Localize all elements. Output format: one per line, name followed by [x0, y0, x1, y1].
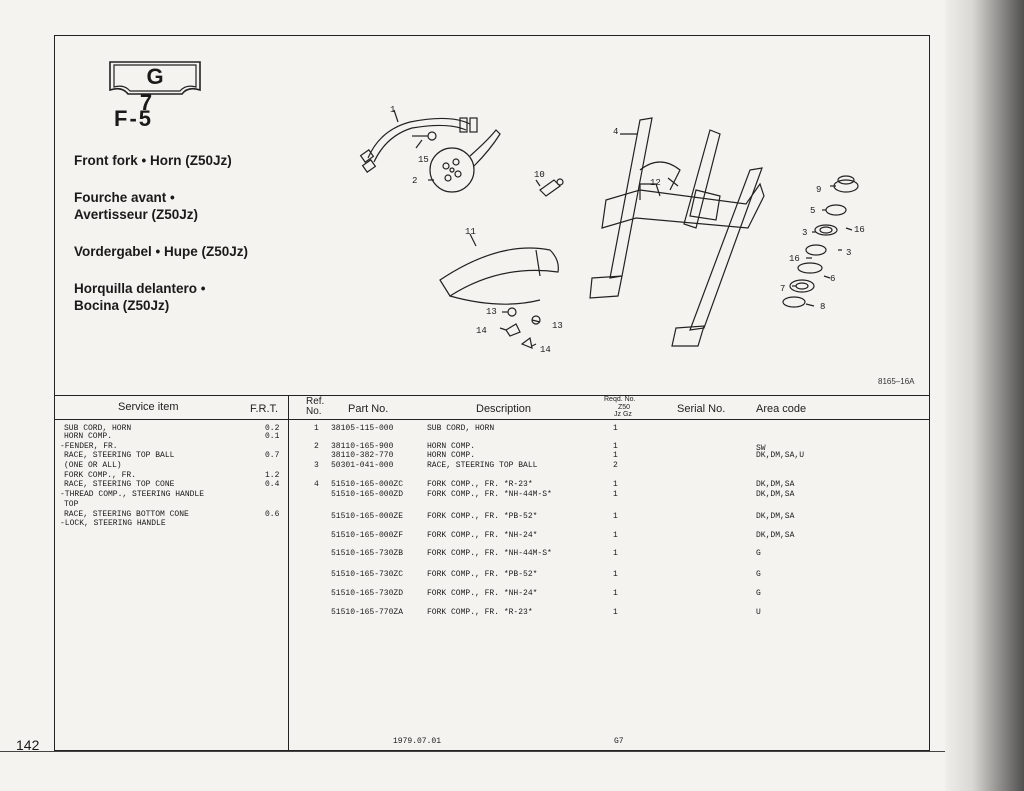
part-row-part: 38110-165-900 [331, 442, 394, 451]
table-header-rule [54, 419, 930, 420]
part-row-area: DK,DM,SA [756, 531, 795, 540]
part-row-qty: 1 [613, 531, 618, 540]
service-item: (ONE OR ALL) [64, 461, 122, 470]
service-item: -FENDER, FR. [60, 442, 118, 451]
callout: 16 [789, 254, 800, 264]
part-row-part: 51510-165-000ZF [331, 531, 404, 540]
header-part-no: Part No. [348, 403, 389, 415]
part-row-qty: 1 [613, 512, 618, 521]
part-row-area: DK,DM,SA,U [756, 451, 805, 460]
callout: 4 [613, 127, 619, 137]
header-ref: Ref. [306, 396, 325, 407]
header-description: Description [476, 403, 532, 415]
header-variants: Jz Gz [614, 411, 632, 418]
part-row-part: 51510-165-730ZB [331, 549, 404, 558]
part-row-desc: FORK COMP., FR. *NH-24* [427, 531, 538, 540]
figure-code: F-5 [114, 106, 153, 131]
callout: 5 [810, 206, 816, 216]
header-ref-no: No. [306, 406, 322, 417]
part-row-area: DK,DM,SA [756, 512, 795, 521]
part-row-qty: 1 [613, 549, 618, 558]
part-row-qty: 1 [613, 442, 618, 451]
callout: 12 [650, 178, 661, 188]
part-row-area: G [756, 549, 761, 558]
part-row-qty: 1 [613, 424, 618, 433]
service-frt: 1.2 [265, 471, 280, 480]
part-row-desc: RACE, STEERING TOP BALL [427, 461, 538, 470]
part-row-desc: FORK COMP., FR. *R-23* [427, 608, 533, 617]
callout: 3 [802, 228, 808, 238]
part-row-area: DK,DM,SA [756, 490, 795, 499]
service-item: HORN COMP. [64, 432, 113, 441]
title-spanish-1: Horquilla delantero • [74, 281, 206, 296]
service-item: RACE, STEERING BOTTOM CONE [64, 510, 189, 519]
part-row-area: G [756, 589, 761, 598]
exploded-parts-diagram [340, 100, 880, 370]
drawing-code: 8165–16A [878, 377, 915, 386]
service-item: RACE, STEERING TOP CONE [64, 480, 175, 489]
header-model: Z50 [618, 404, 631, 411]
part-row-part: 51510-165-730ZD [331, 589, 404, 598]
part-row-qty: 1 [613, 451, 618, 460]
callout: 11 [465, 227, 476, 237]
part-row-ref: 2 [314, 442, 319, 451]
service-item: RACE, STEERING TOP BALL [64, 451, 175, 460]
group-badge [108, 60, 202, 115]
callout: 7 [780, 284, 786, 294]
part-row-area: U [756, 608, 761, 617]
callout: 15 [418, 155, 429, 165]
part-row-part: 51510-165-000ZD [331, 490, 404, 499]
header-serial-no: Serial No. [677, 403, 726, 415]
callout: 1 [390, 105, 396, 115]
part-row-desc: SUB CORD, HORN [427, 424, 495, 433]
service-item: -LOCK, STEERING HANDLE [60, 519, 166, 528]
table-top-rule [54, 395, 930, 396]
part-row-desc: FORK COMP., FR. *NH-44M-S* [427, 490, 552, 499]
table-column-divider [288, 395, 289, 751]
callout: 16 [854, 225, 865, 235]
callout: 3 [846, 248, 852, 258]
part-row-desc: HORN COMP. [427, 451, 476, 460]
callout: 9 [816, 185, 822, 195]
service-frt: 0.7 [265, 451, 280, 460]
part-row-qty: 1 [613, 608, 618, 617]
title-english: Front fork • Horn (Z50Jz) [74, 153, 232, 168]
part-row-qty: 2 [613, 461, 618, 470]
part-row-desc: FORK COMP., FR. *PB-52* [427, 570, 538, 579]
service-frt: 0.2 [265, 424, 280, 433]
part-row-part: 51510-165-770ZA [331, 608, 404, 617]
service-item: SUB CORD, HORN [64, 424, 132, 433]
part-row-part: 51510-165-730ZC [331, 570, 404, 579]
header-reqd: Reqd. No. [604, 396, 636, 403]
part-row-desc: FORK COMP., FR. *NH-44M-S* [427, 549, 552, 558]
part-row-part: 38105-115-000 [331, 424, 394, 433]
title-french-2: Avertisseur (Z50Jz) [74, 207, 199, 222]
part-row-desc: FORK COMP., FR. *R-23* [427, 480, 533, 489]
callout: 8 [820, 302, 826, 312]
part-row-qty: 1 [613, 490, 618, 499]
callout: 14 [476, 326, 487, 336]
part-row-qty: 1 [613, 589, 618, 598]
part-row-part: 51510-165-000ZC [331, 480, 404, 489]
callout: 14 [540, 345, 551, 355]
callout: 10 [534, 170, 545, 180]
book-binding-shadow [945, 0, 1024, 791]
callout: 13 [486, 307, 497, 317]
header-frt: F.R.T. [250, 403, 279, 415]
page-number: 142 [16, 737, 40, 753]
title-german: Vordergabel • Hupe (Z50Jz) [74, 244, 249, 259]
part-row-ref: 3 [314, 461, 319, 470]
part-row-qty: 1 [613, 480, 618, 489]
footer-code: G7 [614, 737, 624, 746]
part-row-area: G [756, 570, 761, 579]
service-item: FORK COMP., FR. [64, 471, 137, 480]
part-row-desc: FORK COMP., FR. *PB-52* [427, 512, 538, 521]
part-row-ref: 1 [314, 424, 319, 433]
title-spanish-2: Bocina (Z50Jz) [74, 298, 170, 313]
callout: 6 [830, 274, 836, 284]
group-label: G 7 [139, 64, 182, 115]
part-row-area: SW [756, 444, 766, 453]
part-row-desc: FORK COMP., FR. *NH-24* [427, 589, 538, 598]
service-item: TOP [64, 500, 79, 509]
part-row-part: 51510-165-000ZE [331, 512, 404, 521]
callout: 2 [412, 176, 418, 186]
page-bottom-rule [0, 751, 945, 752]
part-row-part: 50301-041-000 [331, 461, 394, 470]
header-area-code: Area code [756, 403, 807, 415]
title-french-1: Fourche avant • [74, 190, 175, 205]
callout: 13 [552, 321, 563, 331]
service-frt: 0.4 [265, 480, 280, 489]
part-row-desc: HORN COMP. [427, 442, 476, 451]
header-service-item: Service item [118, 401, 179, 413]
footer-date: 1979.07.01 [393, 737, 442, 746]
service-frt: 0.6 [265, 510, 280, 519]
part-row-part: 38110-382-770 [331, 451, 394, 460]
part-row-ref: 4 [314, 480, 319, 489]
part-row-area: DK,DM,SA [756, 480, 795, 489]
service-item: -THREAD COMP., STEERING HANDLE [60, 490, 205, 499]
part-row-qty: 1 [613, 570, 618, 579]
service-frt: 0.1 [265, 432, 280, 441]
